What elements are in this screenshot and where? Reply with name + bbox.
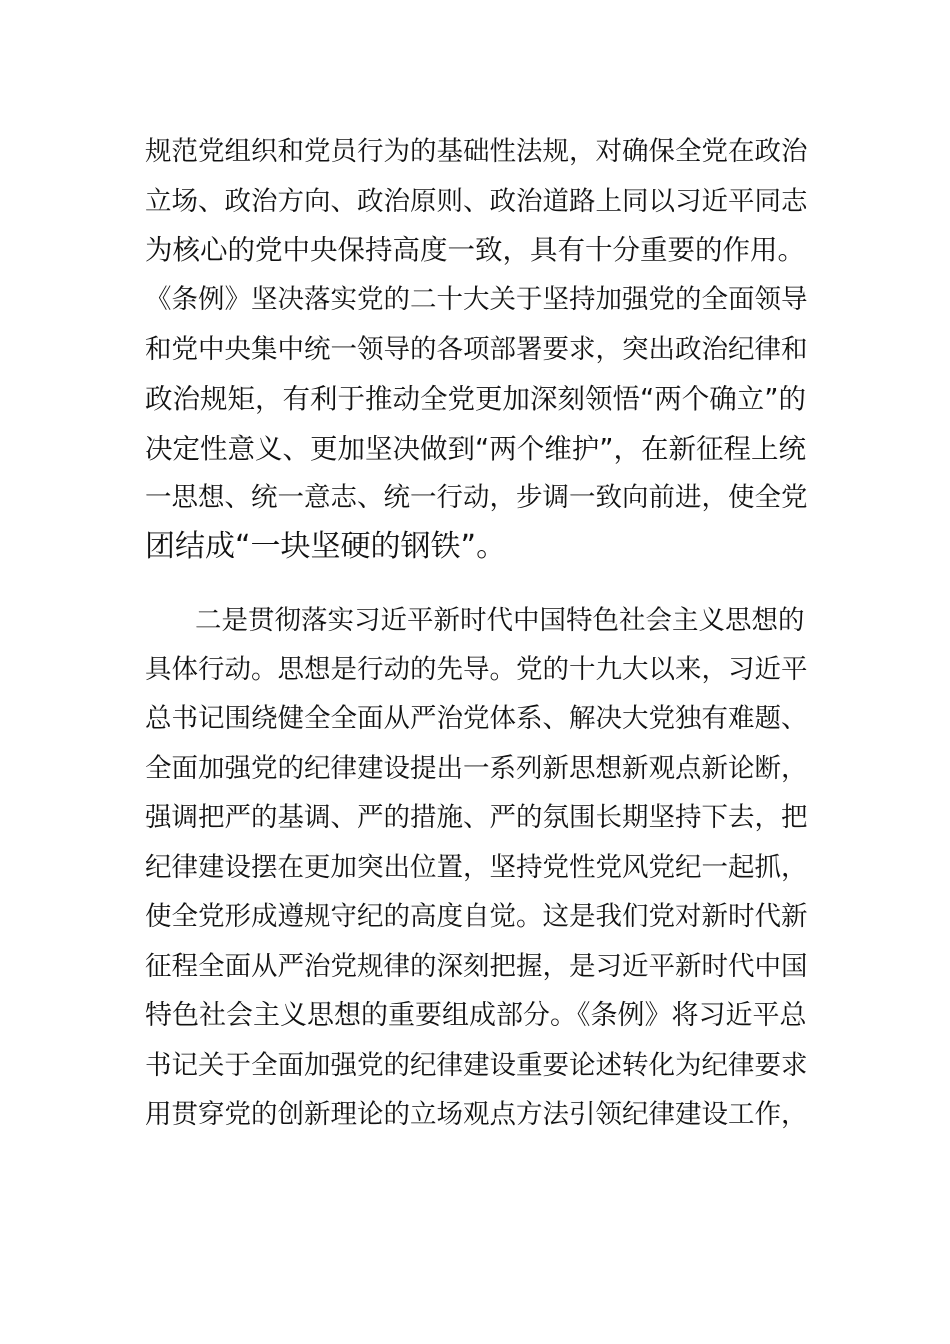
paragraph-2-line: 书记关于全面加强党的纪律建设重要论述转化为纪律要求 (145, 1050, 808, 1081)
paragraph-1-line: 《条例》坚决落实党的二十大关于坚持加强党的全面领导 (145, 284, 808, 315)
paragraph-2-line: 用贯穿党的创新理论的立场观点方法引领纪律建设工作， (145, 1099, 808, 1130)
paragraph-2-line: 征程全面从严治党规律的深刻把握，是习近平新时代中国 (145, 951, 808, 982)
paragraph-1-line: 立场、政治方向、政治原则、政治道路上同以习近平同志 (145, 186, 808, 217)
paragraph-2-line: 强调把严的基调、严的措施、严的氛围长期坚持下去，把 (145, 802, 808, 833)
paragraph-2-line: 全面加强党的纪律建设提出一系列新思想新观点新论断， (145, 753, 808, 784)
paragraph-1-line: 团结成“一块坚硬的钢铁”。 (145, 529, 507, 564)
paragraph-1-line: 为核心的党中央保持高度一致，具有十分重要的作用。 (145, 234, 805, 266)
paragraph-1-line: 政治规矩，有利于推动全党更加深刻领悟“两个确立”的 (145, 383, 806, 415)
paragraph-1-line: 一思想、统一意志、统一行动，步调一致向前进，使全党 (145, 482, 808, 513)
paragraph-1-line: 和党中央集中统一领导的各项部署要求，突出政治纪律和 (145, 334, 808, 365)
paragraph-2-line: 具体行动。思想是行动的先导。党的十九大以来，习近平 (145, 654, 808, 685)
paragraph-1-line: 决定性意义、更加坚决做到“两个维护”，在新征程上统 (145, 433, 806, 465)
paragraph-2-line: 总书记围绕健全全面从严治党体系、解决大党独有难题、 (145, 703, 808, 734)
paragraph-2-line: 纪律建设摆在更加突出位置，坚持党性党风党纪一起抓， (145, 852, 808, 883)
paragraph-2-line: 二是贯彻落实习近平新时代中国特色社会主义思想的 (195, 605, 805, 636)
paragraph-2-line: 特色社会主义思想的重要组成部分。《条例》将习近平总 (145, 1000, 807, 1031)
paragraph-2-line: 使全党形成遵规守纪的高度自觉。这是我们党对新时代新 (145, 901, 808, 932)
paragraph-1-line: 规范党组织和党员行为的基础性法规，对确保全党在政治 (145, 136, 808, 167)
